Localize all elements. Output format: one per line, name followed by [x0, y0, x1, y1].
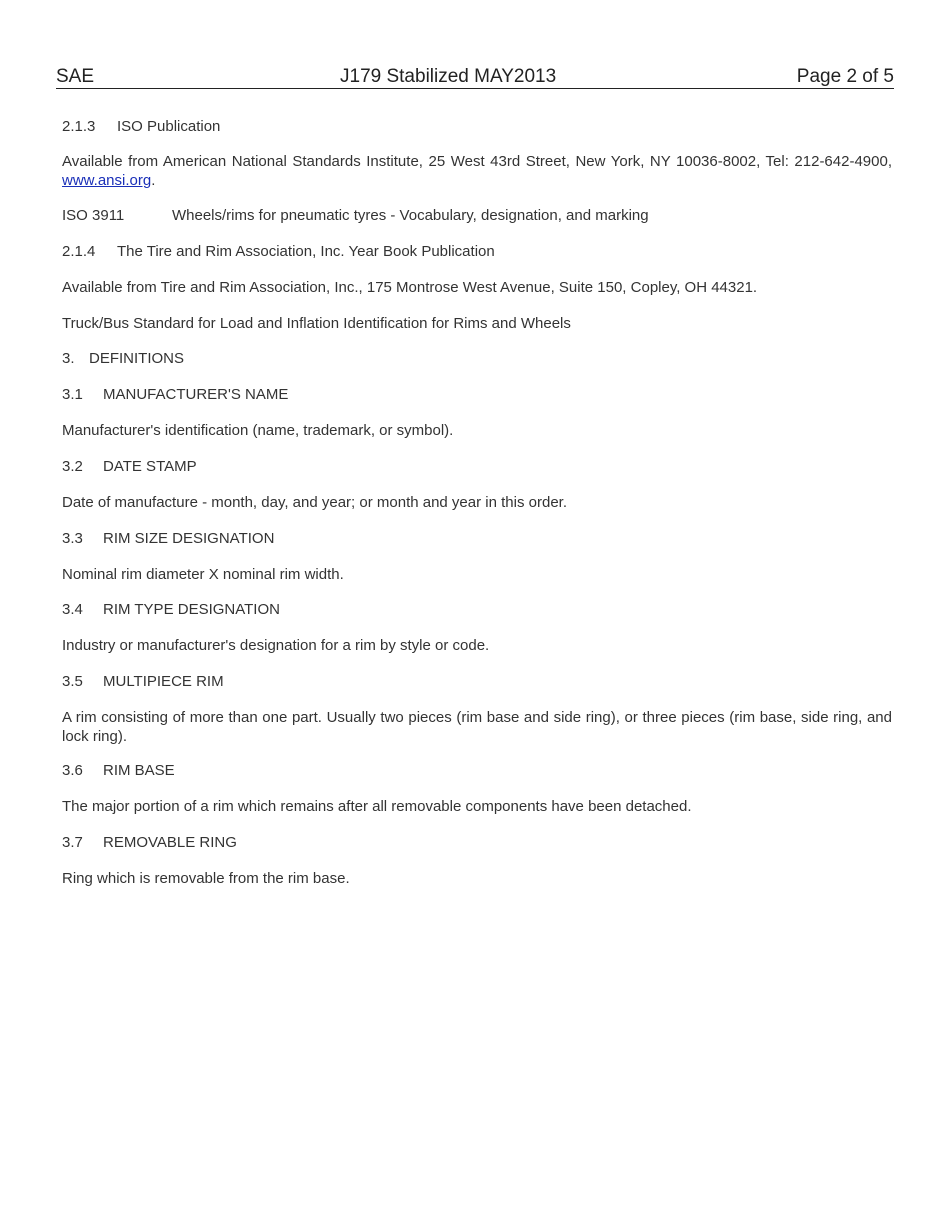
- section-number: 3.6: [62, 762, 83, 779]
- definition-text: A rim consisting of more than one part. Usually two pieces (rim base and side ring), or three pieces (rim base, side ring, and lock ring).: [62, 709, 892, 745]
- section-number: 3.1: [62, 386, 83, 403]
- section-number: 3.7: [62, 834, 83, 851]
- paragraph-tra: Available from Tire and Rim Association, Inc., 175 Montrose West Avenue, Suite 150, Copley, OH 44321.: [62, 279, 758, 296]
- reference-title: Wheels/rims for pneumatic tyres - Vocabulary, designation, and marking: [172, 207, 649, 224]
- definition-text: Manufacturer's identification (name, trademark, or symbol).: [62, 422, 454, 439]
- reference-code: ISO 3911: [62, 207, 125, 224]
- header-org: SAE: [56, 66, 95, 87]
- section-title: RIM TYPE DESIGNATION: [103, 601, 280, 618]
- definition-text: Ring which is removable from the rim base.: [62, 870, 350, 887]
- section-title: DATE STAMP: [103, 458, 197, 475]
- section-number: 2.1.4: [62, 243, 96, 260]
- definition-heading: [62, 600, 892, 619]
- header-doc-id: J179 Stabilized MAY2013: [340, 66, 557, 87]
- definition-heading: [62, 529, 892, 548]
- definition-heading: [62, 761, 892, 780]
- section-heading-2-1-3: [62, 117, 892, 136]
- definition-text: Nominal rim diameter X nominal rim width.: [62, 566, 344, 583]
- page-header: [56, 66, 894, 89]
- section-title: RIM SIZE DESIGNATION: [103, 530, 275, 547]
- section-title: DEFINITIONS: [89, 350, 185, 367]
- section-title: MANUFACTURER'S NAME: [103, 386, 289, 403]
- header-page-number: Page 2 of 5: [796, 66, 894, 87]
- definition-text: Date of manufacture - month, day, and year; or month and year in this order.: [62, 494, 567, 511]
- section-number: 2.1.3: [62, 118, 96, 135]
- section-title: MULTIPIECE RIM: [103, 673, 224, 690]
- section-number: 3.4: [62, 601, 83, 618]
- definition-heading: [62, 833, 892, 852]
- section-heading-3: [62, 349, 892, 368]
- section-heading-2-1-4: [62, 242, 892, 261]
- section-number: 3.2: [62, 458, 83, 475]
- section-number: 3.3: [62, 530, 83, 547]
- section-title: The Tire and Rim Association, Inc. Year Book Publication: [117, 243, 495, 260]
- definition-text: The major portion of a rim which remains after all removable components have been detached.: [62, 798, 692, 815]
- ansi-link[interactable]: www.ansi.org: [62, 172, 152, 189]
- paragraph-text: Available from American National Standards Institute, 25 West 43rd Street, New York, NY 10036-8002, Tel: 212-642-4900,: [62, 153, 892, 170]
- paragraph-truck-bus: Truck/Bus Standard for Load and Inflation Identification for Rims and Wheels: [62, 315, 571, 332]
- definition-heading: [62, 672, 892, 691]
- definition-text: Industry or manufacturer's designation for a rim by style or code.: [62, 637, 490, 654]
- paragraph-ansi: [62, 152, 892, 190]
- section-title: RIM BASE: [103, 762, 175, 779]
- section-number: 3.: [62, 350, 75, 367]
- punctuation: .: [151, 172, 156, 189]
- definition-heading: [62, 385, 892, 404]
- definition-heading: [62, 457, 892, 476]
- section-number: 3.5: [62, 673, 83, 690]
- reference-iso-3911: [62, 206, 892, 225]
- section-title: REMOVABLE RING: [103, 834, 237, 851]
- section-title: ISO Publication: [117, 118, 221, 135]
